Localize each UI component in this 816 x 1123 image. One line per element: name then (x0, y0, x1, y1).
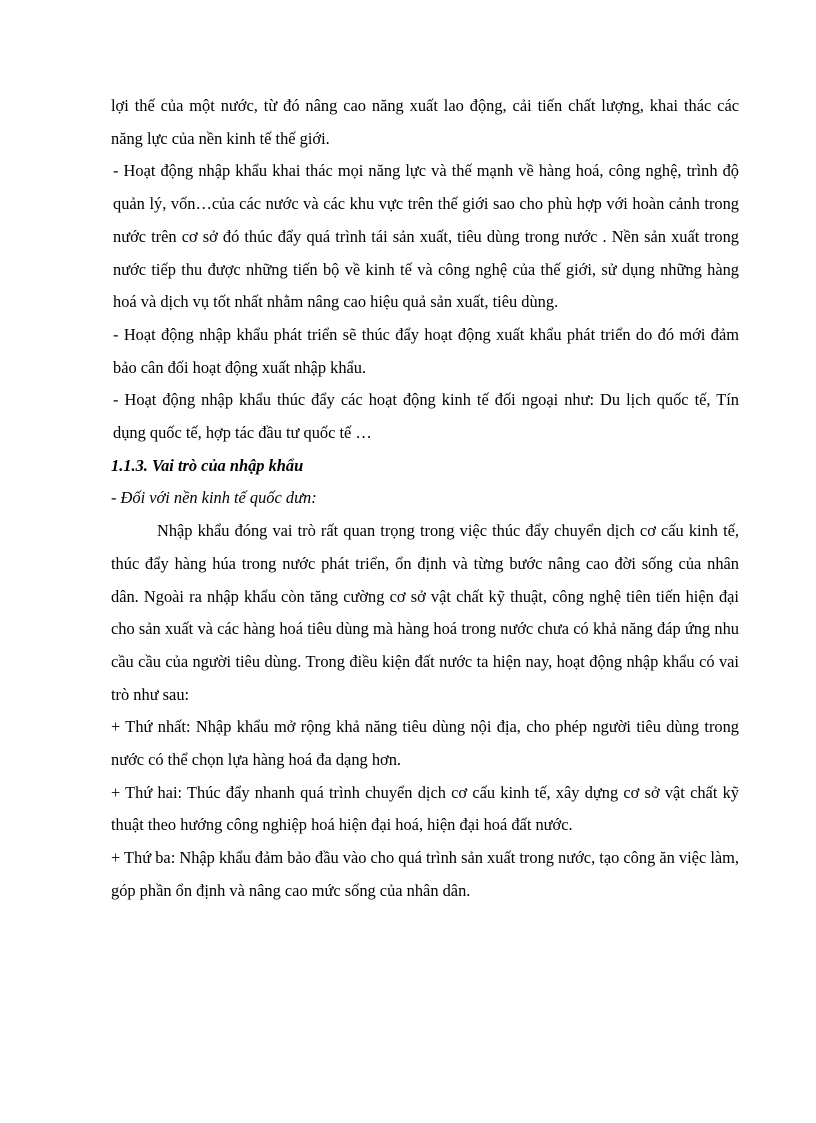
page-content (111, 90, 739, 908)
paragraph-second-role: + Thứ hai: Thúc đẩy nhanh quá trình chuyển dịch cơ cấu kinh tế, xây dựng cơ sở vật chất kỹ thuật theo hướng công nghiệp hoá hiện đại hoá, hiện đại hoá đất nước. (111, 782, 739, 835)
paragraph-import-promotes-export: - Hoạt động nhập khẩu phát triển sẽ thúc đẩy hoạt động xuất khẩu phát triển do đó mới đảm bảo cân đối hoạt động xuất nhập khẩu. (113, 324, 739, 377)
paragraph-role-overview: Nhập khẩu đóng vai trò rất quan trọng trong việc thúc đẩy chuyển dịch cơ cấu kinh tế, thúc đẩy hàng húa trong nước phát triển, ổn định và từng bước nâng cao đời sống của nhân dân. Ngoài ra nhập khẩu còn tăng cường cơ sở vật chất kỹ thuật, công nghệ tiên tiến hiện đại cho sản xuất và các hàng hoá tiêu dùng mà hàng hoá trong nước chưa có khả năng đáp ứng nhu cầu cầu của người tiêu dùng. Trong điều kiện đất nước ta hiện nay, hoạt động nhập khẩu có vai trò như sau: (111, 521, 739, 704)
paragraph-import-promotes-external-economy: - Hoạt động nhập khẩu thúc đẩy các hoạt động kinh tế đối ngoại như: Du lịch quốc tế, Tín dụng quốc tế, hợp tác đầu tư quốc tế … (113, 390, 739, 443)
section-heading: 1.1.3. Vai trò của nhập khẩu (111, 455, 304, 475)
paragraph-third-role: + Thứ ba: Nhập khẩu đảm bảo đầu vào cho quá trình sản xuất trong nước, tạo công ăn việc làm, góp phần ổn định và nâng cao mức sống của nhân dân. (111, 848, 739, 900)
paragraph-continuation: lợi thế của một nước, từ đó nâng cao năng xuất lao động, cải tiến chất lượng, khai thác các năng lực của nền kinh tế thế giới. (111, 96, 739, 148)
paragraph-first-role: + Thứ nhất: Nhập khẩu mở rộng khả năng tiêu dùng nội địa, cho phép người tiêu dùng trong nước có thể chọn lựa hàng hoá đa dạng hơn. (111, 717, 739, 770)
paragraph-import-exploits-capabilities: - Hoạt động nhập khẩu khai thác mọi năng lực và thế mạnh về hàng hoá, công nghệ, trình độ quản lý, vốn…của các nước và các khu vực trên thế giới sao cho phù hợp với hoàn cảnh trong nước trên cơ sở đó thúc đẩy quá trình tái sản xuất, tiêu dùng trong nước . Nền sản xuất trong nước tiếp thu được những tiến bộ về kinh tế và công nghệ của thế giới, sử dụng những hàng hoá và dịch vụ tốt nhất nhằm nâng cao hiệu quả sản xuất, tiêu dùng. (113, 161, 739, 312)
section-subheading: - Đối với nền kinh tế quốc dưn: (111, 488, 317, 508)
